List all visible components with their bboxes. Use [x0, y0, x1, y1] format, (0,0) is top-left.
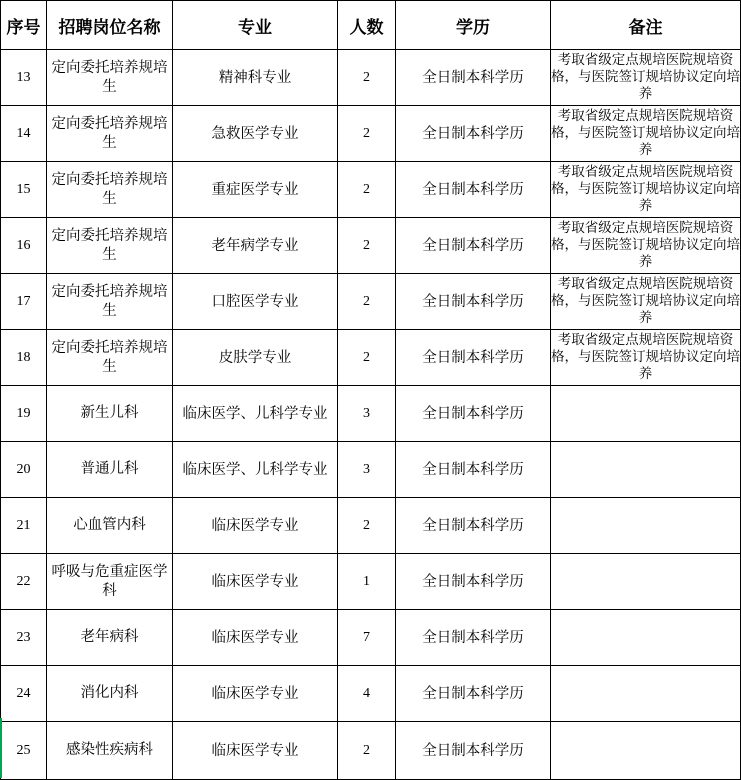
cell-note: 考取省级定点规培医院规培资格，与医院签订规培协议定向培养: [551, 330, 741, 386]
cell-major: 老年病学专业: [173, 218, 338, 274]
cell-post: 心血管内科: [47, 498, 173, 554]
cell-major: 精神科专业: [173, 50, 338, 106]
cell-post: 定向委托培养规培生: [47, 330, 173, 386]
selection-border: [0, 718, 2, 778]
cell-note: 考取省级定点规培医院规培资格，与医院签订规培协议定向培养: [551, 274, 741, 330]
cell-count: 2: [338, 498, 396, 554]
cell-count: 3: [338, 386, 396, 442]
cell-edu: 全日制本科学历: [396, 666, 551, 722]
cell-note: 考取省级定点规培医院规培资格，与医院签订规培协议定向培养: [551, 218, 741, 274]
cell-edu: 全日制本科学历: [396, 498, 551, 554]
cell-seq: 16: [1, 218, 47, 274]
cell-edu: 全日制本科学历: [396, 330, 551, 386]
cell-count: 2: [338, 50, 396, 106]
cell-seq: 14: [1, 106, 47, 162]
header-note: 备注: [551, 1, 741, 50]
cell-note: [551, 498, 741, 554]
cell-post: 定向委托培养规培生: [47, 162, 173, 218]
cell-seq: 22: [1, 554, 47, 610]
cell-count: 4: [338, 666, 396, 722]
header-major: 专业: [173, 1, 338, 50]
cell-seq: 24: [1, 666, 47, 722]
cell-note: [551, 666, 741, 722]
cell-post: 老年病科: [47, 610, 173, 666]
header-row: [1, 1, 741, 50]
cell-major: 重症医学专业: [173, 162, 338, 218]
cell-edu: 全日制本科学历: [396, 162, 551, 218]
cell-count: 7: [338, 610, 396, 666]
cell-count: 2: [338, 218, 396, 274]
cell-note: [551, 610, 741, 666]
cell-edu: 全日制本科学历: [396, 442, 551, 498]
cell-count: 1: [338, 554, 396, 610]
cell-major: 临床医学、儿科学专业: [173, 442, 338, 498]
table-row: [1, 722, 741, 780]
cell-major: 临床医学专业: [173, 610, 338, 666]
cell-seq: 17: [1, 274, 47, 330]
table-row: [1, 554, 741, 610]
cell-note: 考取省级定点规培医院规培资格，与医院签订规培协议定向培养: [551, 50, 741, 106]
cell-count: 3: [338, 442, 396, 498]
cell-seq: 15: [1, 162, 47, 218]
cell-note: [551, 554, 741, 610]
cell-major: 临床医学专业: [173, 666, 338, 722]
cell-post: 定向委托培养规培生: [47, 274, 173, 330]
cell-post: 呼吸与危重症医学科: [47, 554, 173, 610]
cell-seq: 18: [1, 330, 47, 386]
cell-seq: 13: [1, 50, 47, 106]
cell-major: 急救医学专业: [173, 106, 338, 162]
cell-count: 2: [338, 274, 396, 330]
cell-edu: 全日制本科学历: [396, 386, 551, 442]
table-row: [1, 162, 741, 218]
cell-count: 2: [338, 330, 396, 386]
table-row: [1, 106, 741, 162]
cell-count: 2: [338, 106, 396, 162]
cell-post: 感染性疾病科: [47, 722, 173, 780]
cell-edu: 全日制本科学历: [396, 554, 551, 610]
table-row: [1, 666, 741, 722]
cell-seq: 23: [1, 610, 47, 666]
cell-seq: 25: [1, 722, 47, 780]
cell-major: 临床医学、儿科学专业: [173, 386, 338, 442]
header-count: 人数: [338, 1, 396, 50]
cell-edu: 全日制本科学历: [396, 50, 551, 106]
cell-major: 临床医学专业: [173, 554, 338, 610]
cell-post: 定向委托培养规培生: [47, 218, 173, 274]
cell-count: 2: [338, 722, 396, 780]
cell-major: 临床医学专业: [173, 498, 338, 554]
cell-edu: 全日制本科学历: [396, 274, 551, 330]
cell-note: [551, 722, 741, 780]
cell-post: 定向委托培养规培生: [47, 50, 173, 106]
cell-post: 普通儿科: [47, 442, 173, 498]
table-row: [1, 498, 741, 554]
cell-post: 新生儿科: [47, 386, 173, 442]
cell-major: 临床医学专业: [173, 722, 338, 780]
cell-edu: 全日制本科学历: [396, 610, 551, 666]
table-row: [1, 274, 741, 330]
table-row: [1, 50, 741, 106]
cell-note: [551, 442, 741, 498]
table-row: [1, 218, 741, 274]
cell-seq: 21: [1, 498, 47, 554]
table-row: [1, 610, 741, 666]
cell-major: 口腔医学专业: [173, 274, 338, 330]
cell-edu: 全日制本科学历: [396, 106, 551, 162]
cell-edu: 全日制本科学历: [396, 722, 551, 780]
cell-edu: 全日制本科学历: [396, 218, 551, 274]
cell-note: 考取省级定点规培医院规培资格，与医院签订规培协议定向培养: [551, 162, 741, 218]
cell-seq: 19: [1, 386, 47, 442]
cell-note: [551, 386, 741, 442]
table-row: [1, 386, 741, 442]
header-seq: 序号: [1, 1, 47, 50]
cell-seq: 20: [1, 442, 47, 498]
table-row: [1, 442, 741, 498]
cell-major: 皮肤学专业: [173, 330, 338, 386]
cell-count: 2: [338, 162, 396, 218]
table-row: [1, 330, 741, 386]
cell-post: 消化内科: [47, 666, 173, 722]
header-edu: 学历: [396, 1, 551, 50]
cell-post: 定向委托培养规培生: [47, 106, 173, 162]
cell-note: 考取省级定点规培医院规培资格，与医院签订规培协议定向培养: [551, 106, 741, 162]
header-post: 招聘岗位名称: [47, 1, 173, 50]
